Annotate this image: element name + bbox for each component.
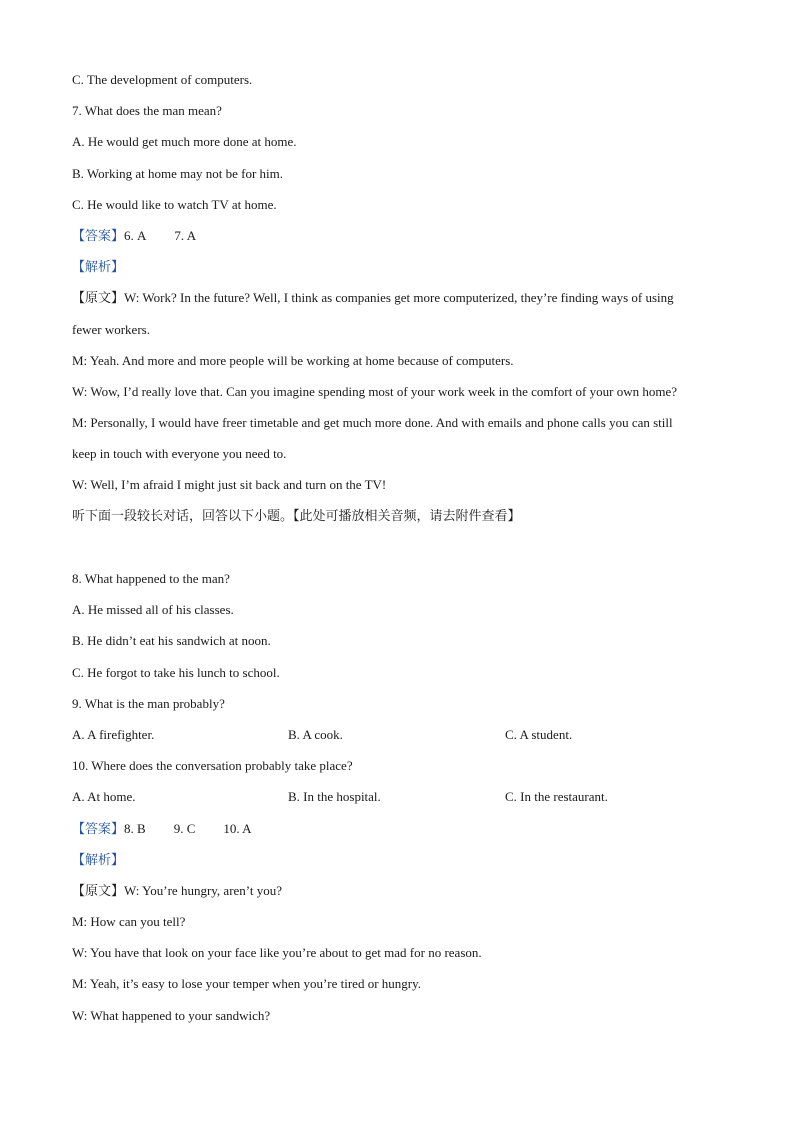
transcript2-line1 [72, 875, 732, 906]
analysis-tag: 【解析】 [72, 260, 125, 276]
transcript1-line1-cont: fewer workers. [72, 321, 150, 337]
q10-question: 10. Where does the conversation probably take place? [72, 758, 353, 774]
q7-option-c: C. He would like to watch TV at home. [72, 196, 277, 212]
q8-option-a: A. He missed all of his classes. [72, 602, 234, 618]
listening-instruction: 听下面一段较长对话，回答以下小题。【此处可播放相关音频，请去附件查看】 [72, 508, 521, 524]
transcript1-line1 [72, 282, 732, 313]
q8-question: 8. What happened to the man? [72, 571, 230, 586]
answer-10: 10. A [223, 820, 252, 836]
transcript2-line2: M: How can you tell? [72, 914, 186, 930]
answer-7: 7. A [174, 227, 197, 243]
q6-option-c: C. The development of computers. [72, 72, 253, 87]
transcript1-line4-cont: keep in touch with everyone you need to. [72, 446, 287, 462]
transcript-tag: 【原文】 [72, 291, 125, 307]
q10-option-b: B. In the hospital. [288, 789, 381, 805]
q9-question: 9. What is the man probably? [72, 695, 225, 711]
transcript1-line1-text: W: Work? In the future? Well, I think as companies get more computerized, they’re finding ways of using [124, 290, 674, 306]
answer-tag: 【答案】 [72, 821, 125, 837]
blank-gap [72, 532, 732, 563]
q9-option-c: C. A student. [505, 726, 573, 742]
q8-option-c: C. He forgot to take his lunch to school. [72, 664, 280, 680]
q7-option-a: A. He would get much more done at home. [72, 134, 297, 150]
transcript1-line5: W: Well, I’m afraid I might just sit back and turn on the TV! [72, 477, 387, 493]
transcript2-line5: W: What happened to your sandwich? [72, 1007, 271, 1023]
q10-option-c: C. In the restaurant. [505, 789, 608, 805]
q9-options [72, 719, 732, 750]
transcript1-line4: M: Personally, I would have freer timetable and get much more done. And with emails and phone calls you can still [72, 415, 673, 431]
answer-8: 8. B [124, 820, 146, 836]
analysis-tag: 【解析】 [72, 852, 125, 868]
transcript2-line1-text: W: You’re hungry, aren’t you? [124, 882, 283, 898]
transcript2-line4: M: Yeah, it’s easy to lose your temper when you’re tired or hungry. [72, 976, 422, 992]
q10-options [72, 781, 732, 812]
transcript1-line3: W: Wow, I’d really love that. Can you imagine spending most of your work week in the comfort of your own home? [72, 383, 678, 399]
answer-line-2 [72, 813, 732, 844]
q7-question: 7. What does the man mean? [72, 103, 222, 119]
q7-option-b: B. Working at home may not be for him. [72, 165, 284, 181]
document-page [72, 64, 732, 1031]
answer-9: 9. C [173, 820, 196, 836]
answer-tag: 【答案】 [72, 228, 125, 244]
answer-line-1 [72, 220, 732, 251]
q10-option-a: A. At home. [72, 789, 136, 805]
q9-option-b: B. A cook. [288, 726, 343, 742]
transcript2-line3: W: You have that look on your face like you’re about to get mad for no reason. [72, 945, 482, 961]
transcript-tag: 【原文】 [72, 883, 125, 899]
analysis-line-1 [72, 251, 732, 282]
analysis-line-2 [72, 844, 732, 875]
q9-option-a: A. A firefighter. [72, 726, 155, 742]
transcript1-line2: M: Yeah. And more and more people will be working at home because of computers. [72, 352, 514, 368]
answer-6: 6. A [124, 227, 147, 243]
q8-option-b: B. He didn’t eat his sandwich at noon. [72, 633, 271, 649]
